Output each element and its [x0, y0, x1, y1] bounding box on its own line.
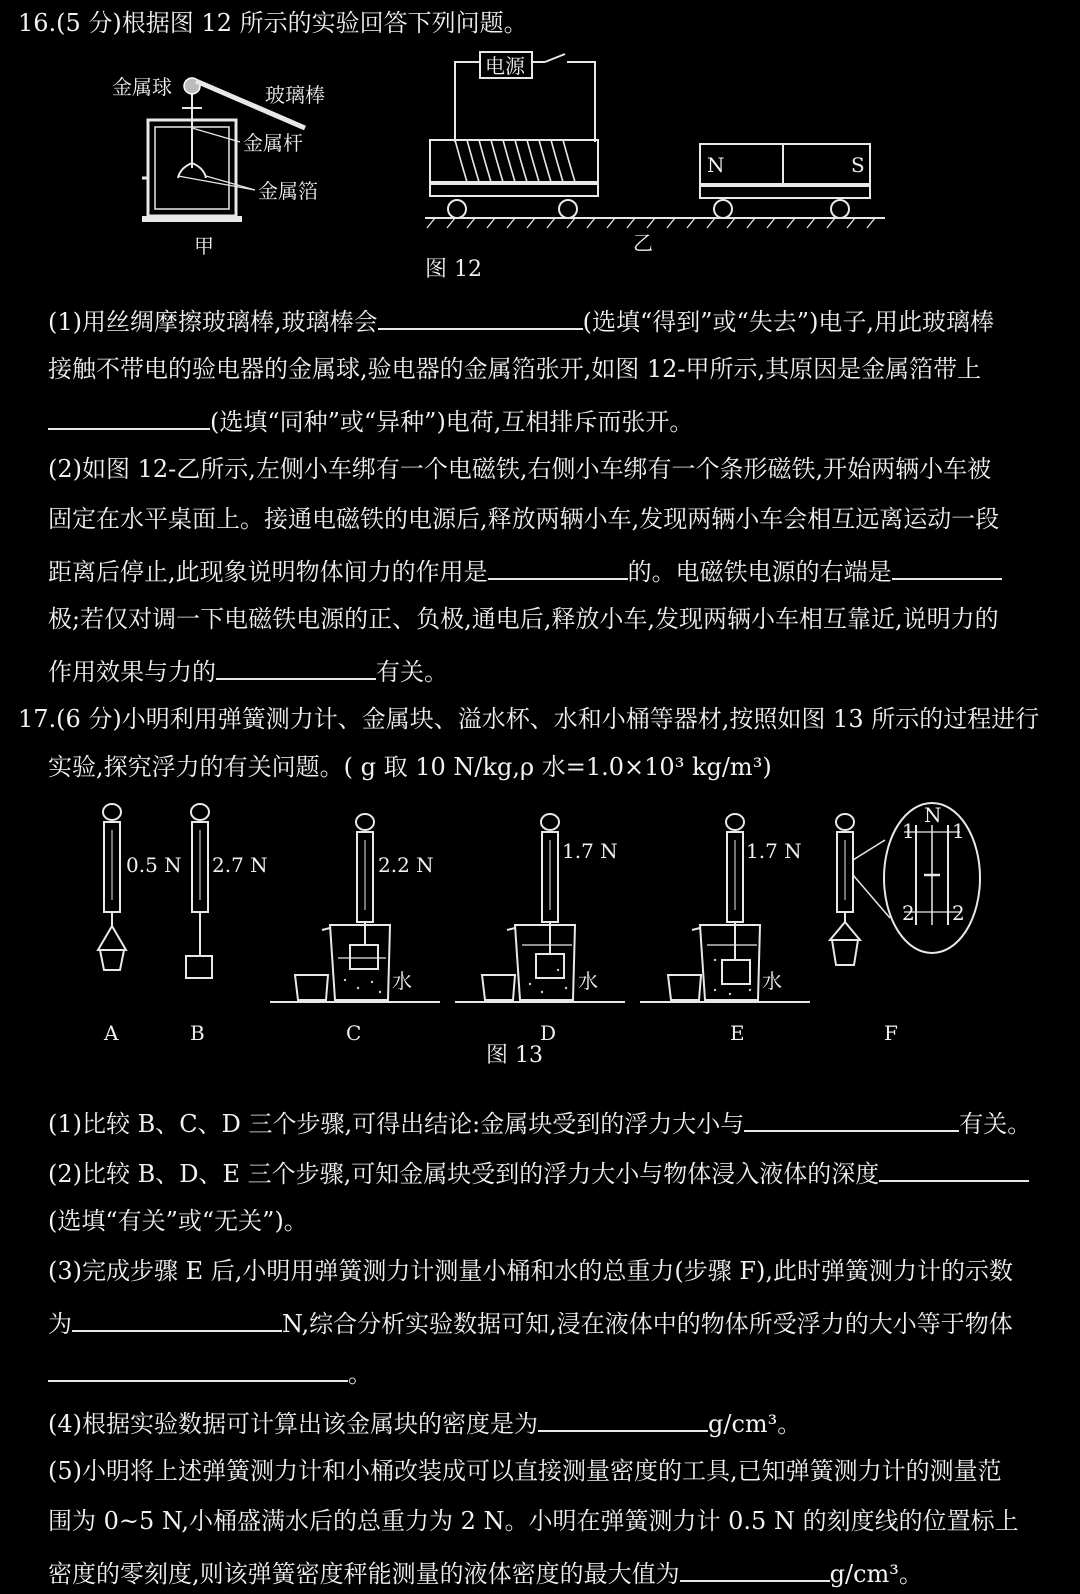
reading-e: 1.7 N: [746, 839, 802, 863]
label-power: 电源: [485, 54, 525, 78]
q16-part2-line4: 极;若仅对调一下电磁铁电源的正、负极,通电后,释放小车,发现两辆小车相互靠近,说明力的: [48, 605, 999, 633]
label-metal-foil: 金属箔: [258, 179, 318, 203]
label-n-pole: N: [707, 153, 725, 177]
reading-d: 1.7 N: [562, 839, 618, 863]
metal-block-b: [186, 956, 212, 978]
reading-b: 2.7 N: [212, 853, 268, 877]
q17-header-line2: 实验,探究浮力的有关问题。( g 取 10 N/kg,ρ 水=1.0×10³ kg/m³): [48, 753, 772, 781]
tick-1-right: 1: [952, 819, 965, 843]
q17-part2-line2: (选填“有关”或“无关”)。: [48, 1207, 308, 1235]
metal-block-d: [536, 954, 564, 978]
figure-13-buoyancy-experiment: [90, 800, 1010, 1080]
answer-blank-q16-2c[interactable]: [216, 654, 376, 680]
label-water-d: 水: [578, 969, 598, 993]
figure-12-jia-electroscope: [100, 68, 360, 268]
q16-part2-line3: 距离后停止,此现象说明物体间力的作用是 的。电磁铁电源的右端是: [48, 554, 1002, 587]
step-label-d: D: [540, 1021, 557, 1045]
q17-part4: (4)根据实验数据可计算出该金属块的密度是为 g/cm³。: [48, 1406, 801, 1439]
label-s-pole: S: [851, 153, 865, 177]
answer-blank-q17-4[interactable]: [538, 1406, 708, 1432]
figure-13-caption: 图 13: [486, 1043, 543, 1068]
q16-part1-line1: (1)用丝绸摩擦玻璃棒,玻璃棒会 (选填“得到”或“失去”)电子,用此玻璃棒: [48, 304, 994, 337]
q16-part2-line5: 作用效果与力的 有关。: [48, 654, 448, 687]
answer-blank-q17-3b[interactable]: [48, 1356, 348, 1382]
label-metal-ball: 金属球: [112, 75, 172, 99]
q16-part1-line3: (选填“同种”或“异种”)电荷,互相排斥而张开。: [48, 404, 693, 437]
tick-2-right: 2: [952, 901, 965, 925]
q17-part3-line2: 为 N,综合分析实验数据可知,浸在液体中的物体所受浮力的大小等于物体: [48, 1306, 1013, 1339]
q17-part5-line1: (5)小明将上述弹簧测力计和小桶改装成可以直接测量密度的工具,已知弹簧测力计的测量范: [48, 1457, 1002, 1485]
answer-blank-q16-1b[interactable]: [48, 404, 210, 430]
q17-part2-line1: (2)比较 B、D、E 三个步骤,可知金属块受到的浮力大小与物体浸入液体的深度: [48, 1156, 1029, 1189]
q17-part3-line3: 。: [48, 1356, 372, 1389]
q16-header: 16.(5 分)根据图 12 所示的实验回答下列问题。: [18, 9, 528, 37]
bar-magnet: [700, 144, 870, 184]
label-glass-rod: 玻璃棒: [265, 83, 325, 107]
step-label-f: F: [884, 1021, 898, 1045]
label-water-c: 水: [392, 969, 412, 993]
q17-part1: (1)比较 B、C、D 三个步骤,可得出结论:金属块受到的浮力大小与 有关。: [48, 1106, 1031, 1139]
answer-blank-q16-2b[interactable]: [892, 554, 1002, 580]
q17-part5-line2: 围为 0~5 N,小桶盛满水后的总重力为 2 N。小明在弹簧测力计 0.5 N 的刻度线的位置标上: [48, 1507, 1019, 1535]
q16-part2-line1: (2)如图 12-乙所示,左侧小车绑有一个电磁铁,右侧小车绑有一个条形磁铁,开始两辆小车被: [48, 455, 992, 483]
answer-blank-q17-2[interactable]: [879, 1156, 1029, 1182]
tick-2-left: 2: [902, 901, 915, 925]
figure-12-yi-carts: [425, 52, 905, 292]
reading-a: 0.5 N: [126, 853, 182, 877]
label-water-e: 水: [762, 969, 782, 993]
answer-blank-q16-1a[interactable]: [378, 304, 583, 330]
answer-blank-q17-1[interactable]: [744, 1106, 959, 1132]
step-label-e: E: [730, 1021, 745, 1045]
step-label-c: C: [346, 1021, 362, 1045]
answer-blank-q17-3a[interactable]: [72, 1306, 282, 1332]
q16-part1-line2: 接触不带电的验电器的金属球,验电器的金属箔张开,如图 12-甲所示,其原因是金属箔带上: [48, 355, 982, 383]
step-label-a: A: [104, 1021, 119, 1045]
step-label-b: B: [190, 1021, 205, 1045]
reading-c: 2.2 N: [378, 853, 434, 877]
answer-blank-q17-5[interactable]: [680, 1556, 830, 1582]
label-metal-rod: 金属杆: [243, 131, 303, 155]
metal-block-c: [350, 945, 378, 969]
label-jia: 甲: [194, 234, 214, 258]
answer-blank-q16-2a[interactable]: [488, 554, 628, 580]
figure-12-caption: 图 12: [425, 257, 482, 282]
metal-block-e: [722, 960, 750, 984]
label-yi: 乙: [633, 231, 653, 255]
q17-part3-line1: (3)完成步骤 E 后,小明用弹簧测力计测量小桶和水的总重力(步骤 F),此时弹簧测力计的示数: [48, 1257, 1014, 1285]
q16-part2-line2: 固定在水平桌面上。接通电磁铁的电源后,释放两辆小车,发现两辆小车会相互远离运动一段: [48, 505, 1000, 533]
label-zoom-n: N: [924, 803, 942, 827]
tick-1-left: 1: [902, 819, 915, 843]
q17-part5-line3: 密度的零刻度,则该弹簧密度秤能测量的液体密度的最大值为 g/cm³。: [48, 1556, 923, 1589]
q17-header: 17.(6 分)小明利用弹簧测力计、金属块、溢水杯、水和小桶等器材,按照如图 13 所示的过程进行: [18, 705, 1040, 733]
